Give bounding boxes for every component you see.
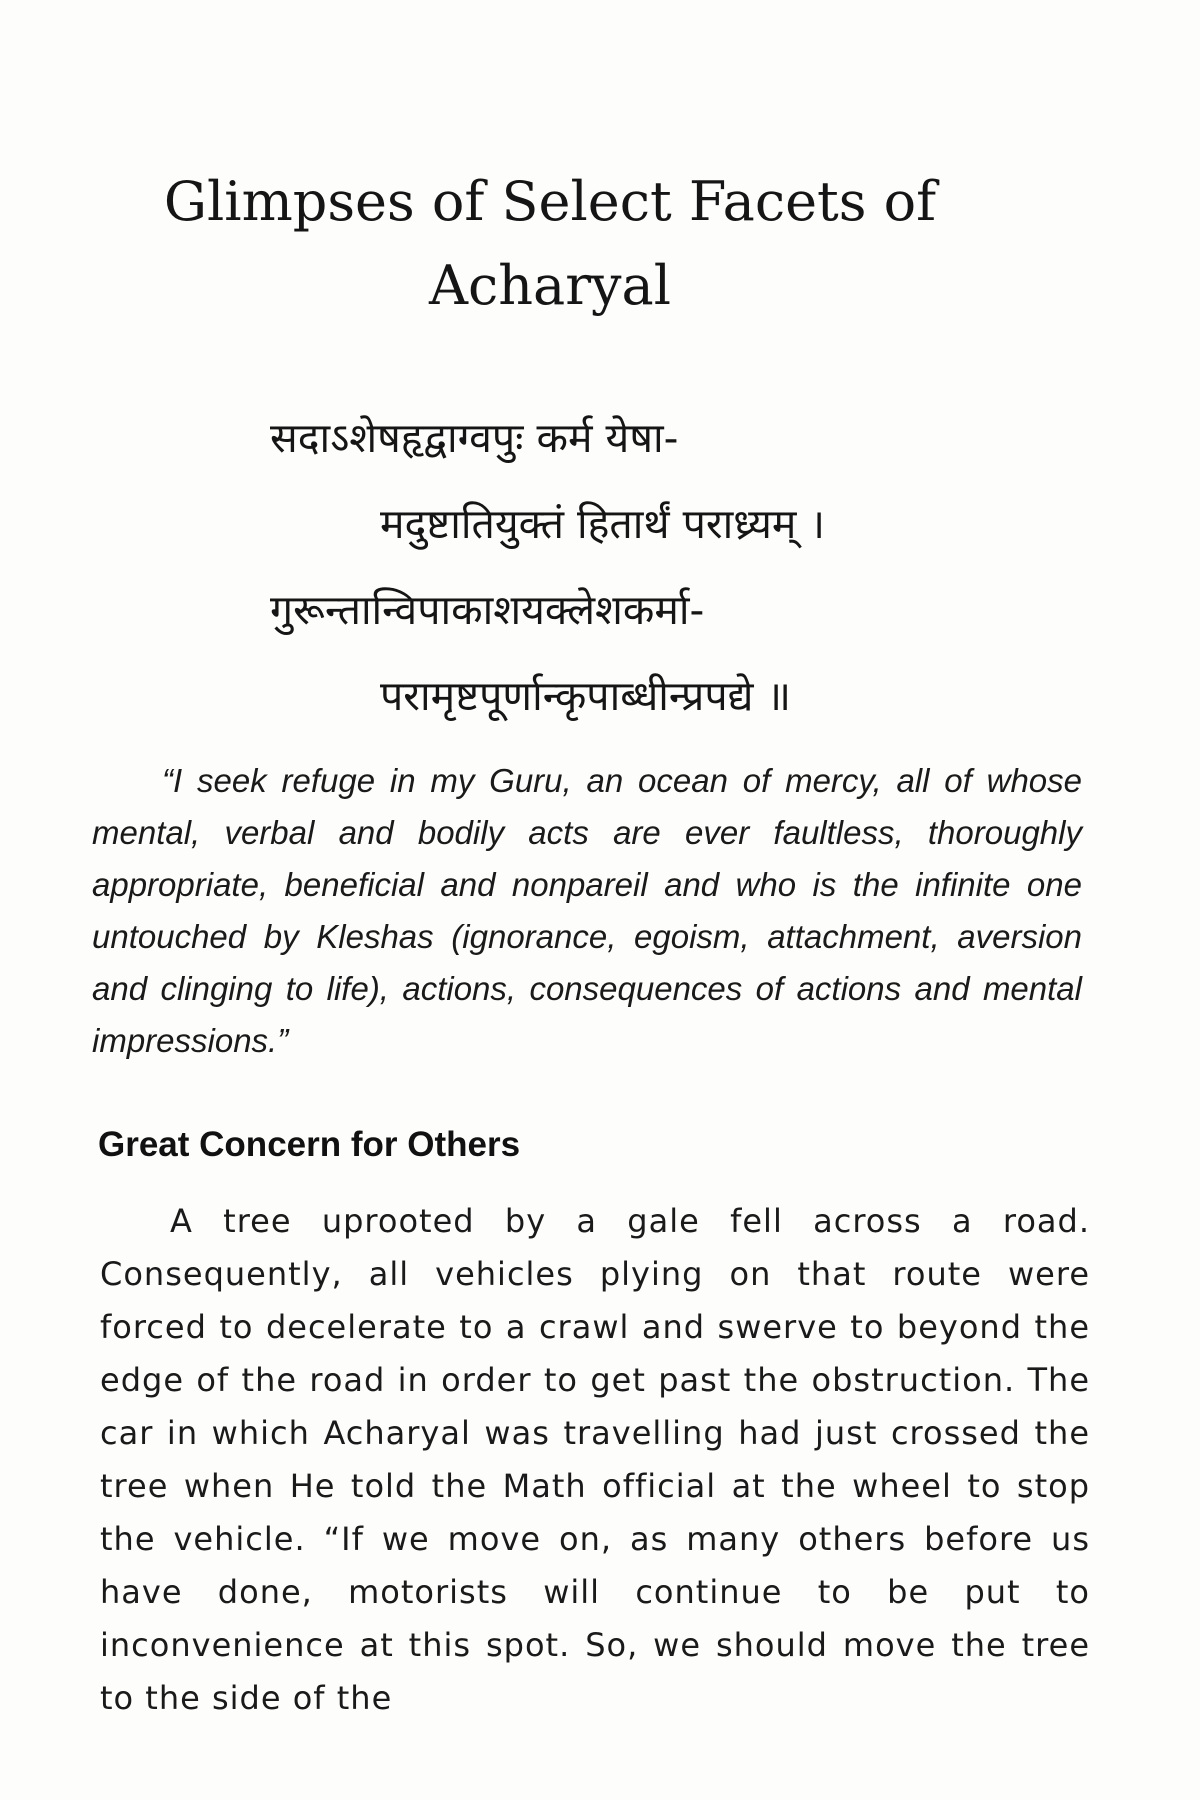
title-line-1: Glimpses of Select Facets of	[163, 170, 937, 233]
verse-line-4: परामृष्टपूर्णान्कृपाब्धीन्प्रपद्ये ॥	[380, 672, 792, 720]
verse-line-3: गुरून्तान्विपाकाशयक्लेशकर्मा-	[270, 586, 705, 634]
title-line-2: Acharyal	[429, 254, 671, 317]
section-heading: Great Concern for Others	[98, 1125, 521, 1164]
verse-line-1: सदाऽशेषहृद्वाग्वपुः कर्म येषा-	[270, 414, 679, 462]
body-paragraph: A tree uprooted by a gale fell across a road. Consequently, all vehicles plying on that route were forced to decelerate to a crawl and swerve to beyond the edge of the road in order to get past the obstruction. The car in which Acharyal was travelling had just crossed the tree when He told the Math official at the wheel to stop the vehicle. “If we move on, as many others before us have done, motorists will continue to be put to inconvenience at this spot. So, we should move the tree to the side of the	[100, 1202, 1090, 1717]
page-title	[110, 160, 990, 328]
verse-translation: “I seek refuge in my Guru, an ocean of mercy, all of whose mental, verbal and bodily acts are ever faultless, thoroughly appropriate, beneficial and nonpareil and who is the infinite one untouched by Kleshas (ignorance, egoism, attachment, aversion and clinging to life), actions, consequences of actions and mental impressions.”	[92, 762, 1082, 1059]
verse-line-2: मदुष्टातियुक्तं हितार्थं पराध्र्यम् ।	[380, 500, 825, 548]
sanskrit-verse	[270, 395, 970, 739]
